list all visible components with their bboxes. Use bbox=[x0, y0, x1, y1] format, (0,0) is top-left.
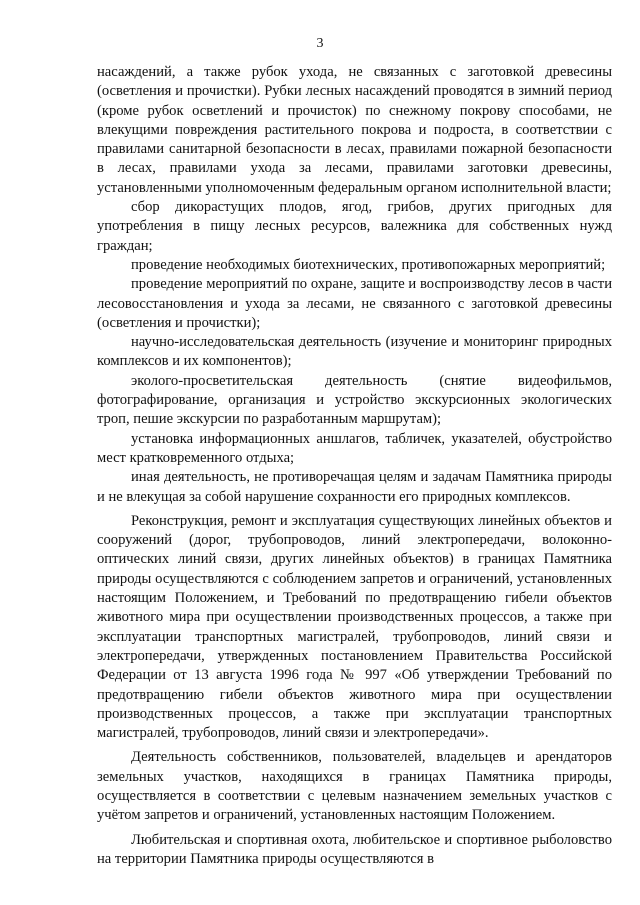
document-body bbox=[97, 63, 612, 869]
paragraph-5: научно-исследовательская деятельность (изучение и мониторинг природных комплексов и их компонентов); bbox=[97, 334, 612, 370]
paragraph-1: насаждений, а также рубок ухода, не связанных с заготовкой древесины (осветления и прочистки). Рубки лесных насаждений проводятся в зимний период (кроме рубок осветлений и прочисток) по снежному покрову способами, не влекущими повреждения растительного покрова и подроста, в соответствии с правилами санитарной безопасности в лесах, правилами пожарной безопасности в лесах, правилами ухода за лесами, правилами заготовки древесины, установленными уполномоченным федеральным органом исполнительной власти; bbox=[97, 64, 612, 196]
paragraph-10: Деятельность собственников, пользователей, владельцев и арендаторов земельных участков, находящихся в границах Памятника природы, осуществляется в соответствии с целевым назначением земельных участков с учётом запретов и ограничений, установленных настоящим Положением. bbox=[97, 749, 612, 824]
paragraph-11: Любительская и спортивная охота, любительское и спортивное рыболовство на территории Памятника природы осуществляются в bbox=[97, 831, 612, 867]
page-number: 3 bbox=[316, 36, 324, 51]
paragraph-9: Реконструкция, ремонт и эксплуатация существующих линейных объектов и сооружений (дорог, трубопроводов, линий электропередачи, волоконно-оптических линий связи, других линейных объектов) в границах Памятника природы осуществляются с соблюдением запретов и ограничений, установленных настоящим Положением, и Требований по предотвращению гибели объектов животного мира при осуществлении производственных процессов, а также при эксплуатации транспортных магистралей, трубопроводов, линий связи и электропередачи, утвержденных постановлением Правительства Российской Федерации от 13 августа 1996 года № 997 «Об утверждении Требований по предотвращению гибели объектов животного мира при осуществлении производственных процессов, а также при эксплуатации транспортных магистралей, трубопроводов, линий связи и электропередачи». bbox=[97, 512, 612, 742]
paragraph-4: проведение мероприятий по охране, защите и воспроизводству лесов в части лесовосстановления и ухода за лесами, не связанного с заготовкой древесины (осветления и прочистки); bbox=[97, 276, 612, 331]
paragraph-6: эколого-просветительская деятельность (снятие видеофильмов, фотографирование, организация и устройство экскурсионных экологических троп, пешие экскурсии по разработанным маршрутам); bbox=[97, 372, 612, 428]
paragraph-3: проведение необходимых биотехнических, противопожарных мероприятий; bbox=[131, 256, 606, 273]
paragraph-2: сбор дикорастущих плодов, ягод, грибов, других пригодных для употребления в пищу лесных ресурсов, валежника для собственных нужд граждан; bbox=[97, 199, 612, 254]
paragraph-8: иная деятельность, не противоречащая целям и задачам Памятника природы и не влекущая за собой нарушение сохранности его природных комплексов. bbox=[97, 469, 612, 505]
paragraph-7: установка информационных аншлагов, табличек, указателей, обустройство мест кратковременного отдыха; bbox=[97, 430, 612, 466]
